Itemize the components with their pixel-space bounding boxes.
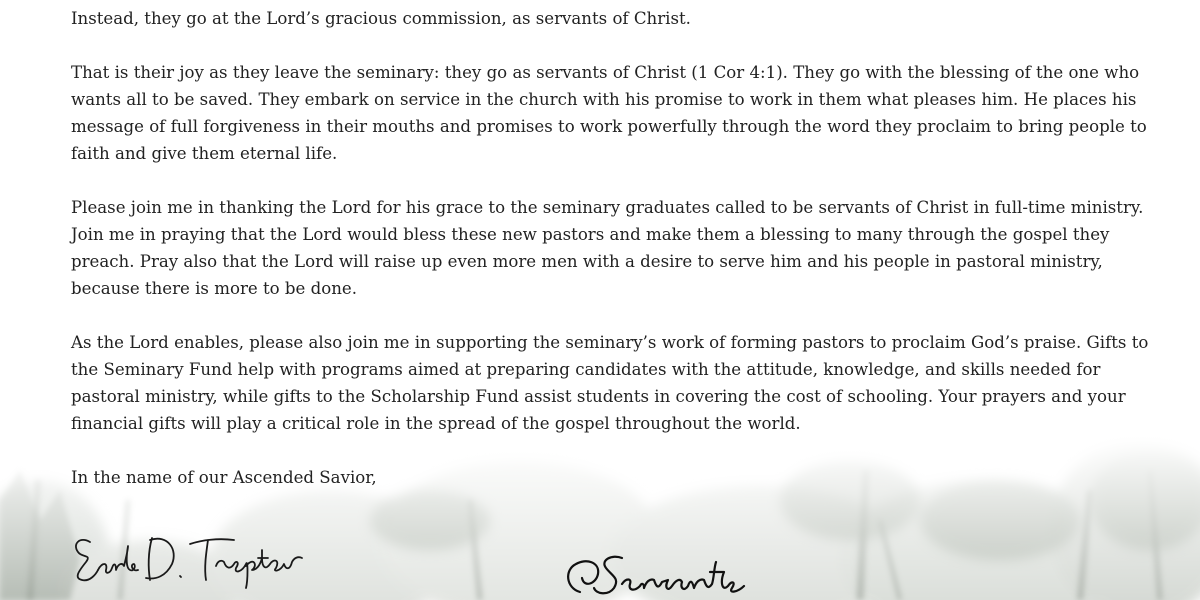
servants-script-title — [560, 548, 790, 600]
closing-line: In the name of our Ascended Savior, — [71, 468, 377, 487]
paragraph-prayer: Please join me in thanking the Lord for his grace to the seminary graduates called to be servants of Christ in full-time ministry. Join me in praying that the Lord would bless these new pastors and make them a blessing to many through the gospel they preach. Pray also that the Lord will raise up even more men with a desire to serve him and his people in pastoral ministry, because there is more to be done. — [71, 198, 1144, 298]
paragraph-intro: Instead, they go at the Lord’s gracious commission, as servants of Christ. — [71, 9, 691, 28]
handwritten-signature — [68, 528, 308, 592]
paragraph-joy: That is their joy as they leave the seminary: they go as servants of Christ (1 Cor 4:1). They go with the blessing of the one who wants all to be saved. They embark on service in the church with his promise to work in them what pleases him. He places his message of full forgiveness in their mouths and promises to work powerfully through the word they proclaim to bring people to faith and give them eternal life. — [71, 63, 1147, 163]
letter-body — [71, 5, 1151, 491]
paragraph-support: As the Lord enables, please also join me in supporting the seminary’s work of forming pastors to proclaim God’s praise. Gifts to the Seminary Fund help with programs aimed at preparing candidates with the attitude, knowledge, and skills needed for pastoral ministry, while gifts to the Scholarship Fund assist students in covering the cost of schooling. Your prayers and your financial gifts will play a critical role in the spread of the gospel throughout the world. — [71, 333, 1149, 433]
